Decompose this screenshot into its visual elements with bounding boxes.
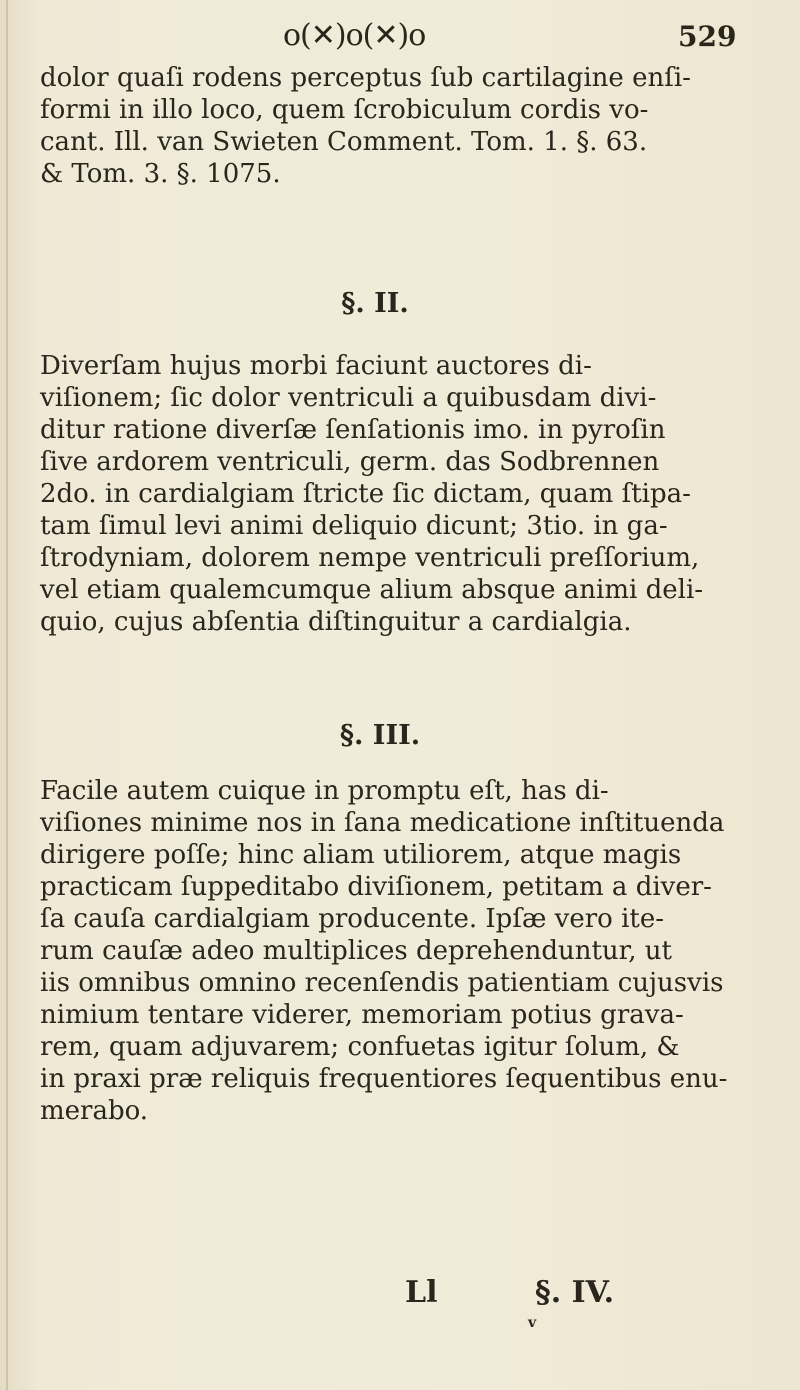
text-line: ſtrodyniam, dolorem nempe ventriculi preſſorium, <box>40 543 700 573</box>
section-heading-3: §. III. <box>339 720 421 751</box>
text-line: viſionem; ſic dolor ventriculi a quibusdam divi- <box>40 383 657 413</box>
text-line: 2do. in cardialgiam ſtricte ſic dictam, quam ſtipa- <box>40 479 691 509</box>
text-line: Facile autem cuique in promptu eſt, has di- <box>40 776 609 806</box>
header-ornament: o(✕)o(✕)o <box>283 18 426 53</box>
text-line: cant. Ill. van Swieten Comment. Tom. 1. §. 63. <box>40 127 648 157</box>
text-line: ditur ratione diverſæ ſenſationis imo. in pyroſin <box>40 415 666 445</box>
text-line: viſiones minime nos in ſana medicatione inſtituenda <box>40 808 725 838</box>
section-3-paragraph <box>40 775 775 1127</box>
text-line: Diverſam hujus morbi faciunt auctores di- <box>40 351 592 381</box>
text-line: quio, cujus abſentia diſtinguitur a cardialgia. <box>40 607 632 637</box>
section-2-paragraph <box>40 350 775 638</box>
text-line: rum cauſæ adeo multiplices deprehenduntur, ut <box>40 936 672 966</box>
page-gutter <box>6 0 8 1390</box>
signature-mark: Ll <box>405 1275 438 1310</box>
page-number: 529 <box>678 20 737 53</box>
text-line: vel etiam qualemcumque alium absque animi deli- <box>40 575 704 605</box>
footer-mark: v <box>528 1315 537 1331</box>
text-line: & Tom. 3. §. 1075. <box>40 159 281 189</box>
text-line: merabo. <box>40 1096 149 1126</box>
text-line: practicam ſuppeditabo diviſionem, petitam a diver- <box>40 872 712 902</box>
text-line: nimium tentare viderer, memoriam potius grava- <box>40 1000 684 1030</box>
text-line: rem, quam adjuvarem; confuetas igitur ſolum, & <box>40 1032 680 1062</box>
text-line: formi in illo loco, quem ſcrobiculum cordis vo- <box>40 95 649 125</box>
page-header <box>0 18 800 68</box>
text-line: tam ſimul levi animi deliquio dicunt; 3tio. in ga- <box>40 511 668 541</box>
text-line: iis omnibus omnino recenſendis patientiam cujusvis <box>40 968 724 998</box>
text-line: ſive ardorem ventriculi, germ. das Sodbrennen <box>40 447 660 477</box>
continuation-paragraph <box>40 62 775 190</box>
text-line: dirigere poſſe; hinc aliam utiliorem, atque magis <box>40 840 682 870</box>
catchword: §. IV. <box>535 1275 615 1310</box>
text-line: ſa cauſa cardialgiam producente. Ipſæ vero ite- <box>40 904 664 934</box>
text-line: dolor quaſi rodens perceptus ſub cartilagine enſi- <box>40 63 691 93</box>
page-footer <box>0 1275 800 1331</box>
section-heading-2: §. II. <box>341 288 409 319</box>
text-line: in praxi præ reliquis frequentiores ſequentibus enu- <box>40 1064 728 1094</box>
